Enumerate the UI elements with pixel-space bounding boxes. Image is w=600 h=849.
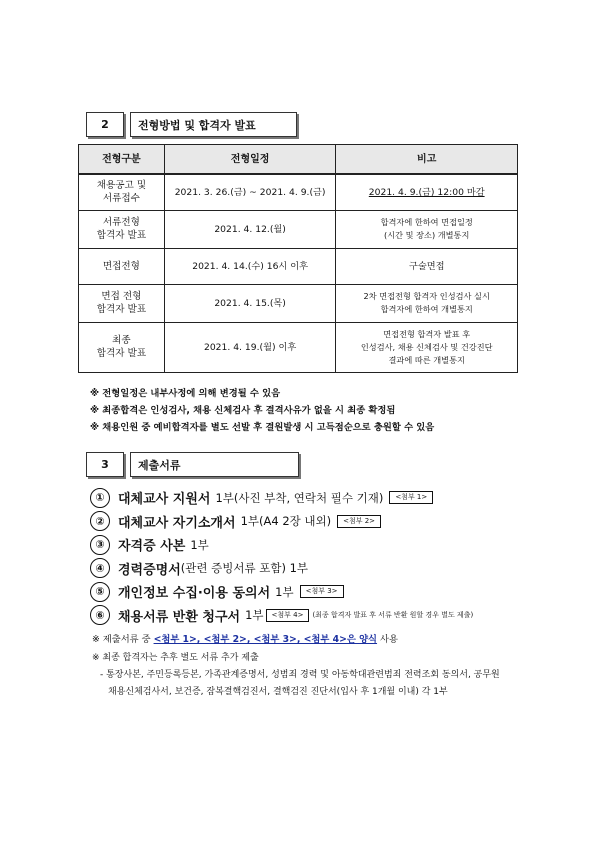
document-name: 개인정보 수집·이용 동의서 [118,586,271,602]
document-detail: 1부(사진 부착, 연락처 필수 기재) [215,490,384,505]
schedule-table [78,144,518,373]
attachment-highlight: <첨부 1>, <첨부 2>, <첨부 3>, <첨부 4>은 양식 [153,634,378,645]
note-cell: 면접전형 합격자 발표 후 인성검사, 채용 신체검사 및 건강진단 결과에 따른 개별통지 [336,322,518,372]
document-detail: (관련 증빙서류 포함) 1부 [180,561,309,576]
document-name: 채용서류 반환 청구서 [118,609,241,625]
list-item [90,557,473,581]
attachment-tag: <첨부 4> [266,609,310,622]
attachment-tag: <첨부 2> [337,515,381,528]
table-row [79,210,518,248]
section-title: 제출서류 [130,452,299,477]
section-2-header [86,112,297,137]
additional-docs-list-line2: 채용신체검사서, 보건증, 잠복결핵검진서, 결핵검진 진단서(입사 후 1개월 이내) 각 1부 [108,687,448,697]
table-row [79,174,518,210]
note-cell: 2차 면접전형 합격자 인성검사 실시 합격자에 한하여 개별통지 [336,284,518,322]
stage-cell: 면접 전형 합격자 발표 [79,284,165,322]
note-cell: 합격자에 한하여 면접일정 (시간 및 장소) 개별통지 [336,210,518,248]
item-number: ④ [90,558,110,578]
document-detail: 1부(A4 2장 내외) [240,514,332,529]
table-row [79,248,518,284]
note-cell: 구술면접 [336,248,518,284]
document-detail: 1부 [190,537,209,552]
stage-cell: 채용공고 및 서류접수 [79,174,165,210]
table-row [79,284,518,322]
section-number: 3 [86,452,124,477]
schedule-notes [90,385,434,436]
schedule-cell: 2021. 4. 19.(월) 이후 [164,322,336,372]
additional-docs-list-line1: - 통장사본, 주민등록등본, 가족관계증명서, 성범죄 경력 및 아동학대관련범죄 전력조회 동의서, 공무원 [100,670,500,680]
section-title: 전형방법 및 합격자 발표 [130,112,297,137]
list-item [90,604,473,628]
schedule-cell: 2021. 3. 26.(금) ~ 2021. 4. 9.(금) [164,174,336,210]
header-note: 비고 [336,145,518,175]
item-number: ② [90,511,110,531]
document-detail: 1부 [245,608,264,623]
item-number: ⑥ [90,605,110,625]
document-name: 대체교사 지원서 [118,492,211,508]
section-number: 2 [86,112,124,137]
attachment-form-note: ※ 제출서류 중 <첨부 1>, <첨부 2>, <첨부 3>, <첨부 4>은 양식 사용 [92,634,398,645]
list-item [90,533,473,557]
note-cell: 2021. 4. 9.(금) 12:00 마감 [336,174,518,210]
table-row [79,322,518,372]
list-item [90,580,473,604]
item-number: ① [90,488,110,508]
section-3-header [86,452,299,477]
document-name: 대체교사 자기소개서 [118,515,236,531]
note-line: ※ 채용인원 중 예비합격자를 별도 선발 후 결원발생 시 고득점순으로 충원할 수 있음 [90,422,435,433]
header-schedule: 전형일정 [164,145,336,175]
schedule-cell: 2021. 4. 15.(목) [164,284,336,322]
schedule-cell: 2021. 4. 12.(월) [164,210,336,248]
attachment-note: (최종 합격자 발표 후 서류 반환 원할 경우 별도 제출) [312,611,474,620]
stage-cell: 면접전형 [79,248,165,284]
header-stage: 전형구분 [79,145,165,175]
item-number: ③ [90,535,110,555]
document-detail: 1부 [275,584,294,599]
list-item [90,510,473,534]
document-name: 경력증명서 [118,562,181,578]
attachment-tag: <첨부 3> [300,585,344,598]
table-header-row [79,145,518,175]
note-line: ※ 최종합격은 인성검사, 채용 신체검사 후 결격사유가 없을 시 최종 확정됨 [90,405,396,416]
additional-docs-note: ※ 최종 합격자는 추후 별도 서류 추가 제출 [92,653,259,663]
documents-list [90,486,473,627]
note-line: ※ 전형일정은 내부사정에 의해 변경될 수 있음 [90,388,281,399]
attachment-tag: <첨부 1> [389,491,433,504]
stage-cell: 최종 합격자 발표 [79,322,165,372]
document-name: 자격증 사본 [118,539,186,555]
stage-cell: 서류전형 합격자 발표 [79,210,165,248]
item-number: ⑤ [90,582,110,602]
schedule-cell: 2021. 4. 14.(수) 16시 이후 [164,248,336,284]
list-item [90,486,473,510]
